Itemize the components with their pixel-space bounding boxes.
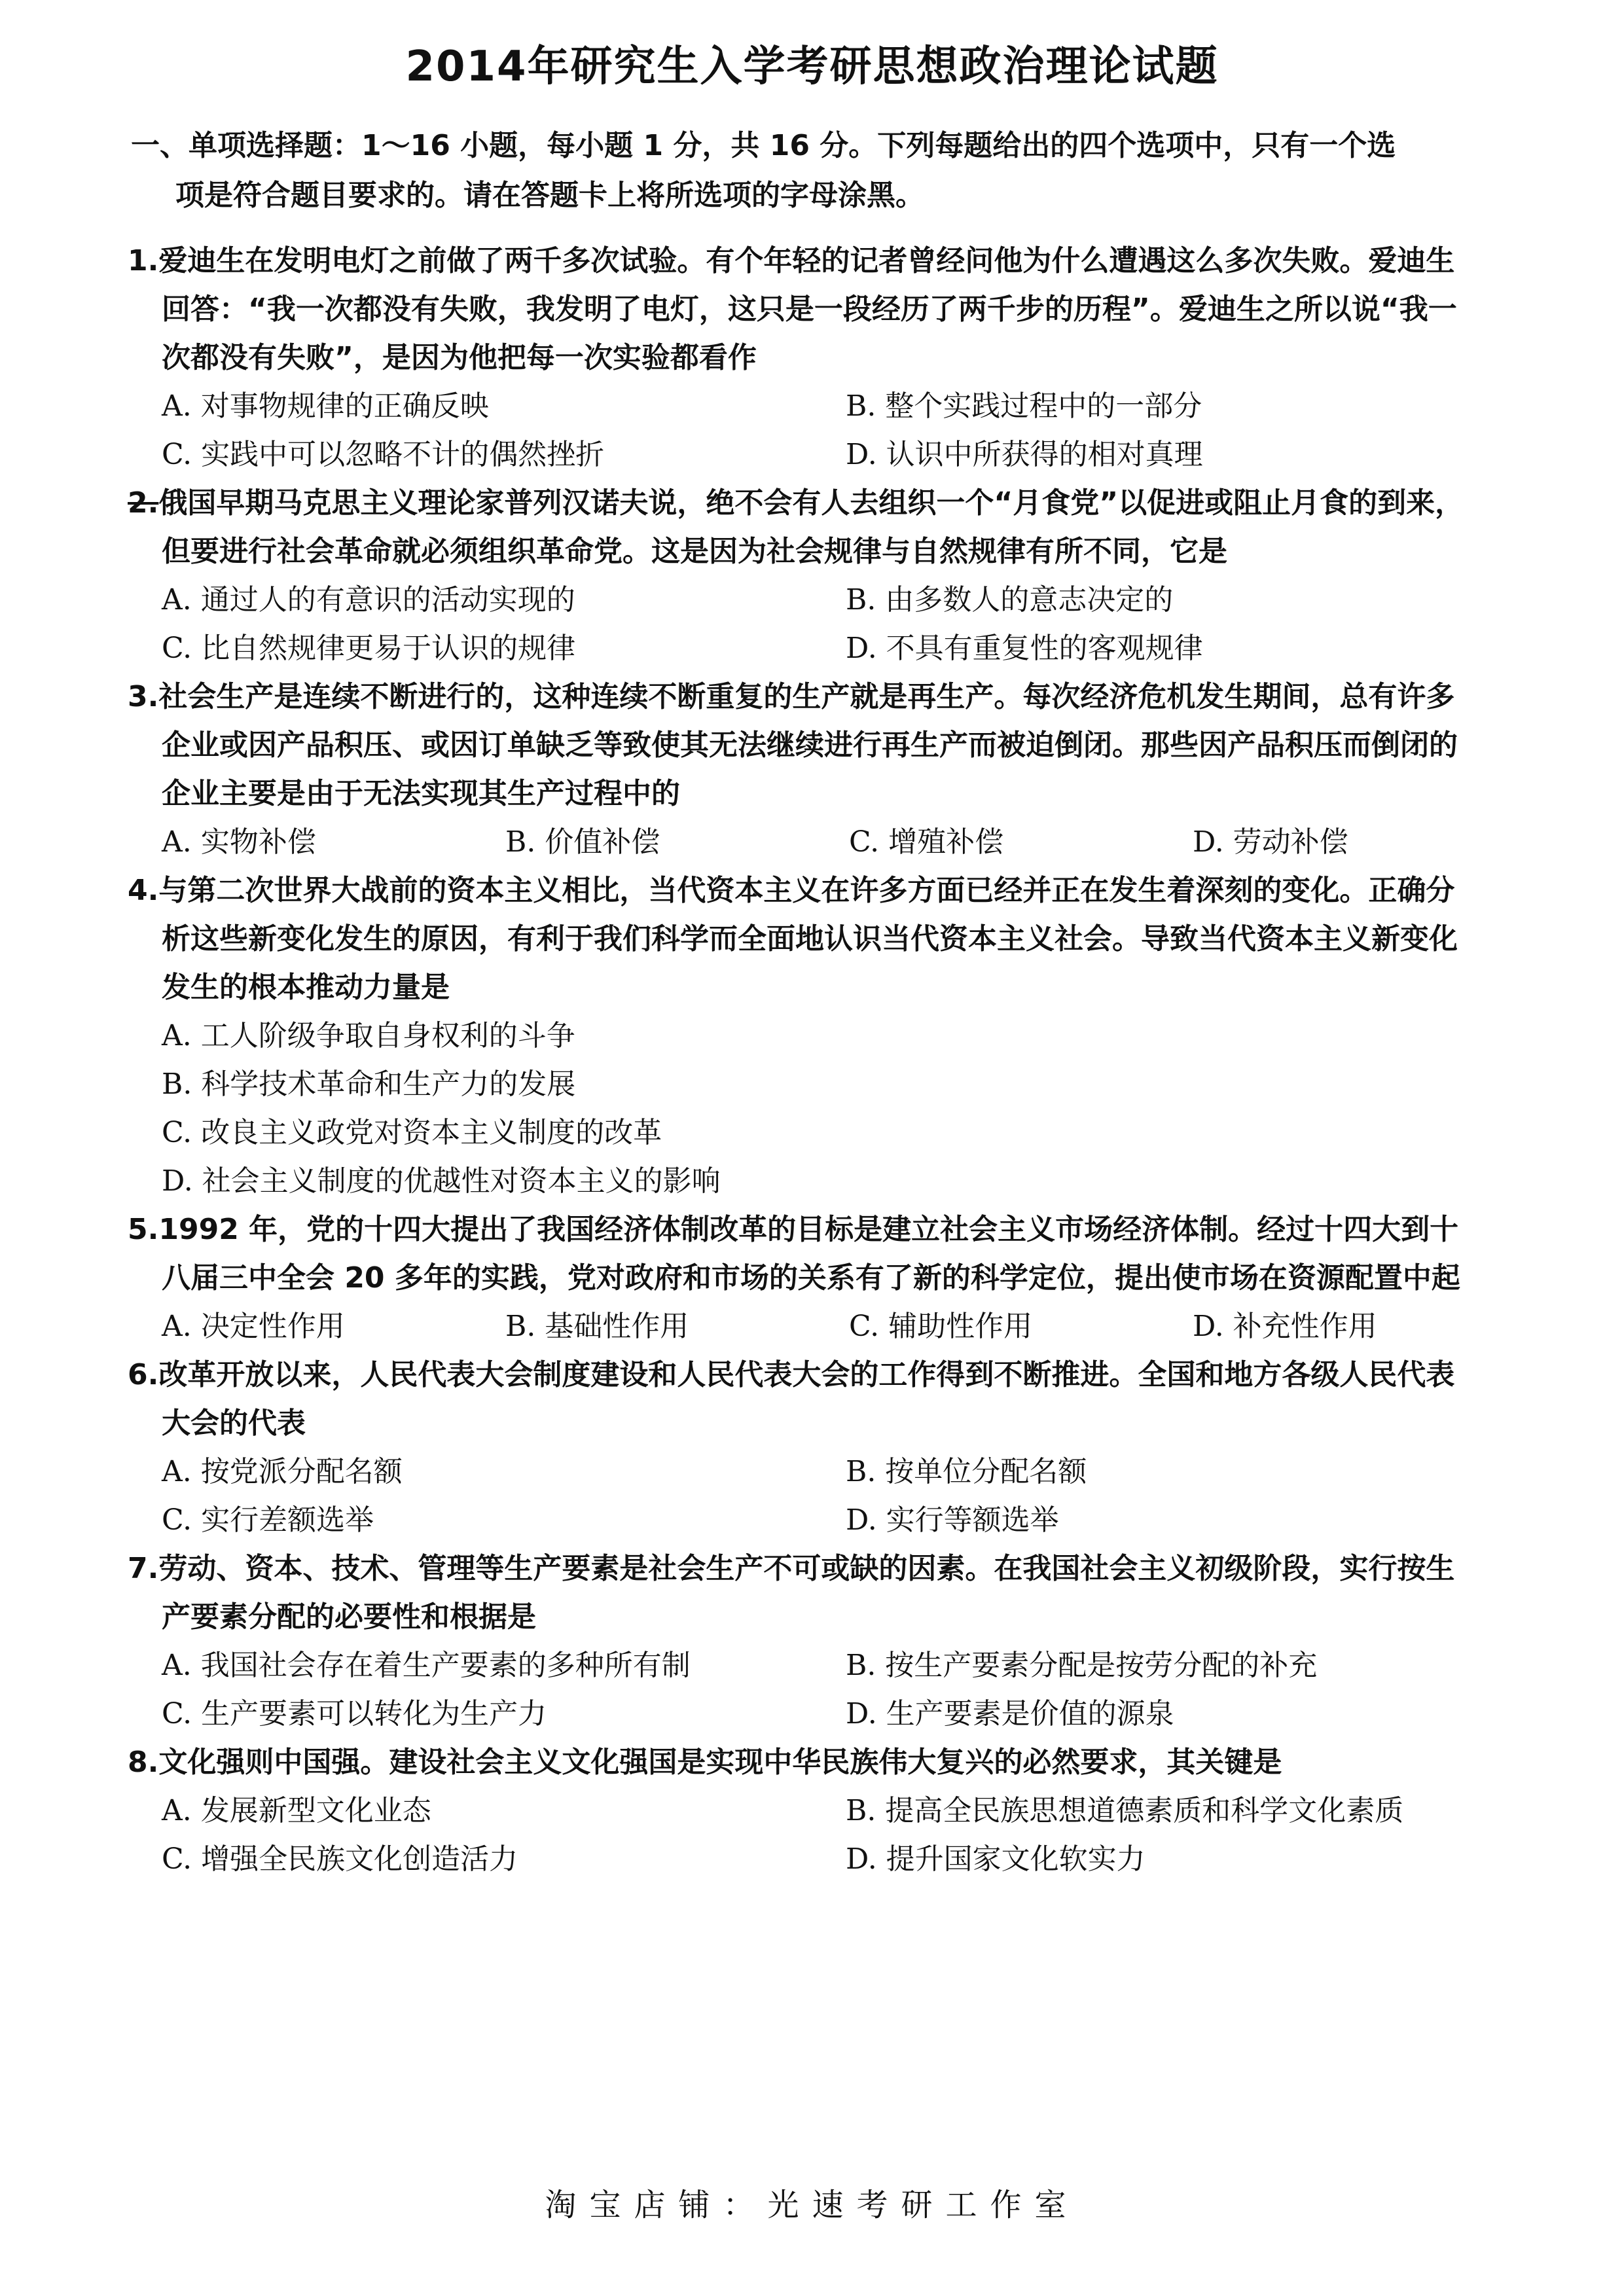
question-text: 与第二次世界大战前的资本主义相比，当代资本主义在许多方面已经并正在发生着深刻的变化。正确分析这些新变化发生的原因，有利于我们科学而全面地认识当代资本主义社会。导致当代资本主义新变化发生的根本推动力量是 bbox=[158, 874, 1458, 1004]
question-text: 爱迪生在发明电灯之前做了两千多次试验。有个年轻的记者曾经问他为什么遭遇这么多次失败。爱迪生回答：“我一次都没有失败，我发明了电灯，这只是一段经历了两千步的历程”。爱迪生之所以说“我一次都没有失败”，是因为他把每一次实验都看作 bbox=[158, 244, 1457, 374]
question-stem bbox=[128, 867, 1476, 1012]
shop-footer: 淘宝店铺：光速考研工作室 bbox=[545, 2187, 1079, 2223]
options bbox=[128, 1641, 1476, 1738]
question-text: 劳动、资本、技术、管理等生产要素是社会生产不可或缺的因素。在我国社会主义初级阶段，实行按生产要素分配的必要性和根据是 bbox=[158, 1552, 1455, 1634]
option-c: C. 改良主义政党对资本主义制度的改革 bbox=[162, 1116, 662, 1149]
section-instructions bbox=[131, 121, 1466, 221]
option-d: D. 认识中所获得的相对真理 bbox=[846, 438, 1203, 471]
option-a: A. 工人阶级争取自身权利的斗争 bbox=[162, 1019, 575, 1052]
option-a: A. 发展新型文化业态 bbox=[162, 1794, 431, 1827]
question-number: 5. bbox=[128, 1213, 159, 1246]
option-d: D. 实行等额选举 bbox=[846, 1503, 1059, 1537]
option-c: C. 增殖补偿 bbox=[849, 825, 1004, 859]
option-c: C. 实践中可以忽略不计的偶然挫折 bbox=[162, 438, 605, 471]
option-a: A. 决定性作用 bbox=[162, 1310, 345, 1343]
option-d: D. 生产要素是价值的源泉 bbox=[846, 1697, 1174, 1731]
option-b: B. 基础性作用 bbox=[505, 1310, 689, 1343]
page-title: 2014年研究生入学考研思想政治理论试题 bbox=[405, 43, 1219, 91]
question-text: 改革开放以来，人民代表大会制度建设和人民代表大会的工作得到不断推进。全国和地方各级人民代表大会的代表 bbox=[158, 1358, 1455, 1440]
question-text: 俄国早期马克思主义理论家普列汉诺夫说，绝不会有人去组织一个“月食党”以促进或阻止月食的到来，但要进行社会革命就必须组织革命党。这是因为社会规律与自然规律有所不同，它是 bbox=[158, 486, 1464, 568]
question-stem bbox=[128, 673, 1476, 818]
option-c: C. 比自然规律更易于认识的规律 bbox=[162, 632, 576, 665]
question-stem bbox=[128, 237, 1476, 382]
option-b: B. 提高全民族思想道德素质和科学文化素质 bbox=[846, 1794, 1404, 1827]
question-stem bbox=[128, 1738, 1476, 1787]
option-d: D. 不具有重复性的客观规律 bbox=[846, 632, 1203, 665]
option-c: C. 生产要素可以转化为生产力 bbox=[162, 1697, 547, 1731]
question-1 bbox=[128, 237, 1476, 479]
question-list bbox=[128, 237, 1476, 1884]
option-a: A. 按党派分配名额 bbox=[162, 1455, 403, 1488]
section-instructions-line2: 项是符合题目要求的。请在答题卡上将所选项的字母涂黑。 bbox=[175, 179, 924, 212]
question-text: 文化强则中国强。建设社会主义文化强国是实现中华民族伟大复兴的必然要求，其关键是 bbox=[158, 1746, 1282, 1779]
option-d: D. 社会主义制度的优越性对资本主义的影响 bbox=[162, 1164, 721, 1198]
question-number: 8. bbox=[128, 1746, 159, 1779]
question-5 bbox=[128, 1206, 1476, 1351]
question-7 bbox=[128, 1545, 1476, 1738]
question-text: 社会生产是连续不断进行的，这种连续不断重复的生产就是再生产。每次经济危机发生期间，总有许多企业或因产品积压、或因订单缺乏等致使其无法继续进行再生产而被迫倒闭。那些因产品积压而倒闭的企业主要是由于无法实现其生产过程中的 bbox=[158, 680, 1458, 810]
option-d: D. 提升国家文化软实力 bbox=[846, 1842, 1146, 1876]
question-number: 1. bbox=[128, 244, 159, 278]
question-number: 4. bbox=[128, 874, 159, 907]
option-c: C. 辅助性作用 bbox=[849, 1310, 1033, 1343]
question-text: 1992 年，党的十四大提出了我国经济体制改革的目标是建立社会主义市场经济体制。经过十四大到十八届三中全会 20 多年的实践，党对政府和市场的关系有了新的科学定位，提出使市场在资源配置中起 bbox=[158, 1213, 1460, 1295]
question-number: 7. bbox=[128, 1552, 159, 1585]
options bbox=[128, 818, 1476, 867]
option-b: B. 价值补偿 bbox=[505, 825, 660, 859]
question-3 bbox=[128, 673, 1476, 867]
question-number: 3. bbox=[128, 680, 159, 713]
question-stem bbox=[128, 1206, 1476, 1302]
question-number: 2. bbox=[128, 486, 159, 520]
question-stem bbox=[128, 1545, 1476, 1641]
options bbox=[128, 1787, 1476, 1884]
option-d: D. 补充性作用 bbox=[1193, 1310, 1377, 1343]
option-b: B. 按单位分配名额 bbox=[846, 1455, 1087, 1488]
option-a: A. 通过人的有意识的活动实现的 bbox=[162, 583, 575, 617]
option-b: B. 按生产要素分配是按劳分配的补充 bbox=[846, 1649, 1318, 1682]
option-b: B. 科学技术革命和生产力的发展 bbox=[162, 1067, 576, 1101]
options bbox=[128, 576, 1476, 673]
question-stem bbox=[128, 1351, 1476, 1448]
question-4 bbox=[128, 867, 1476, 1206]
question-8 bbox=[128, 1738, 1476, 1884]
option-c: C. 实行差额选举 bbox=[162, 1503, 374, 1537]
option-a: A. 对事物规律的正确反映 bbox=[162, 389, 489, 423]
question-6 bbox=[128, 1351, 1476, 1545]
question-2 bbox=[128, 479, 1476, 673]
option-a: A. 我国社会存在着生产要素的多种所有制 bbox=[162, 1649, 691, 1682]
options bbox=[128, 1012, 1476, 1206]
option-a: A. 实物补偿 bbox=[162, 825, 316, 859]
options bbox=[128, 1302, 1476, 1351]
option-b: B. 由多数人的意志决定的 bbox=[846, 583, 1174, 617]
option-b: B. 整个实践过程中的一部分 bbox=[846, 389, 1202, 423]
section-instructions-line1: 一、单项选择题：1～16 小题，每小题 1 分，共 16 分。下列每题给出的四个选项中，只有一个选 bbox=[131, 129, 1396, 162]
question-number: 6. bbox=[128, 1358, 159, 1391]
option-d: D. 劳动补偿 bbox=[1193, 825, 1348, 859]
question-stem bbox=[128, 479, 1476, 576]
option-c: C. 增强全民族文化创造活力 bbox=[162, 1842, 518, 1876]
options bbox=[128, 382, 1476, 479]
options bbox=[128, 1448, 1476, 1545]
